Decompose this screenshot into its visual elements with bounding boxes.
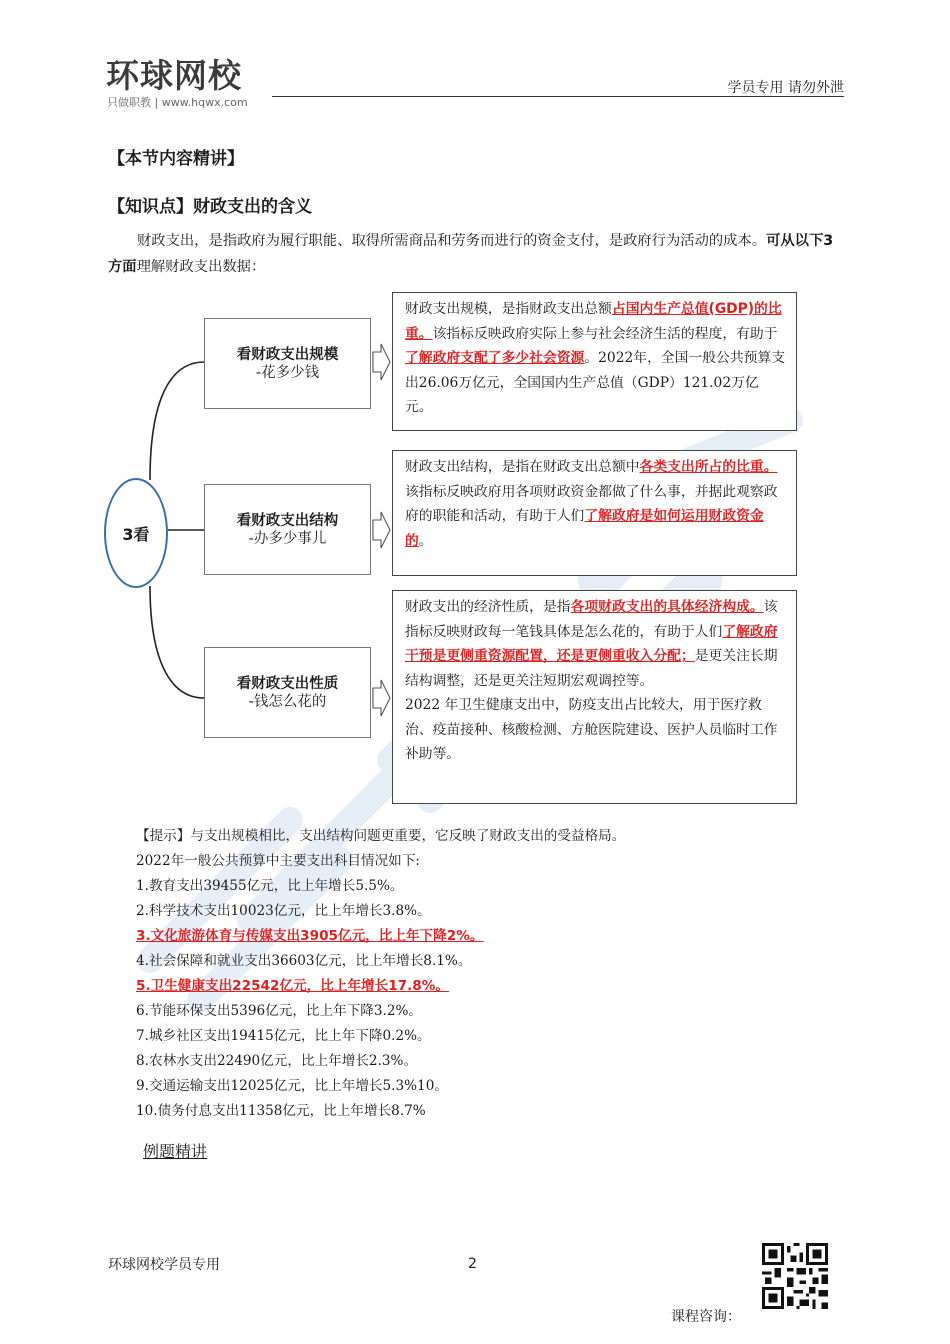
desc-text: 财政支出的经济性质，是指 <box>405 599 571 615</box>
category-title: 看财政支出结构 <box>236 512 339 529</box>
list-item: 6.节能环保支出5396亿元，比上年下降3.2%。 <box>136 1003 423 1019</box>
footer-label: 环球网校学员专用 <box>108 1257 220 1273</box>
description-scale <box>392 292 797 431</box>
desc-highlight: 了解政府是如何运用财政资金的 <box>405 508 764 549</box>
desc-highlight: 了解政府支配了多少社会资源 <box>405 350 585 366</box>
list-item: 10.债务付息支出11358亿元，比上年增长8.7% <box>136 1103 426 1119</box>
list-item: 8.农林水支出22490亿元，比上年增长2.3%。 <box>136 1053 418 1069</box>
header-notice: 学员专用 请勿外泄 <box>727 80 844 96</box>
consult-label: 课程咨询： <box>671 1309 741 1325</box>
desc-text: 该指标反映政府用各项财政资金都做了什么事，并据此观察政府的职能和活动，有助于人们 <box>405 483 778 524</box>
desc-text: 该指标反映政府实际上参与社会经济生活的程度，有助于 <box>432 325 778 342</box>
section-title: 【本节内容精讲】 <box>108 149 244 169</box>
category-structure <box>204 484 371 575</box>
category-title: 看财政支出性质 <box>236 675 339 692</box>
desc-highlight: 占国内生产总值(GDP)的比重。 <box>405 301 782 342</box>
intro-bold: 可从以下3方面 <box>108 233 834 275</box>
knowledge-point-title: 【知识点】财政支出的含义 <box>108 197 312 217</box>
desc-text: 是更关注长期结构调整，还是更关注短期宏观调控等。 <box>405 648 778 689</box>
logo-slogan: 只做职教 | www.hqwx.com <box>107 96 248 109</box>
list-intro: 2022年一般公共预算中主要支出科目情况如下: <box>136 853 420 869</box>
list-item: 1.教育支出39455亿元，比上年增长5.5%。 <box>136 878 404 894</box>
example-title: 例题精讲 <box>143 1142 208 1161</box>
desc-text: 2022 年卫生健康支出中，防疫支出占比较大，用于医疗救治、疫苗接种、核酸检测、方舱医院建设、医护人员临时工作补助等。 <box>405 697 778 762</box>
desc-text: 财政支出结构，是指在财政支出总额中 <box>405 459 640 475</box>
category-nature <box>204 647 371 738</box>
desc-text: 。2022年，全国一般公共预算支出26.06万亿元，全国国内生产总值（GDP）121.02万亿元。 <box>405 350 786 415</box>
list-item-highlight: 3.文化旅游体育与传媒支出3905亿元，比上年下降2%。 <box>136 928 484 944</box>
qr-code-icon[interactable] <box>762 1243 828 1309</box>
list-item: 7.城乡社区支出19415亿元，比上年下降0.2%。 <box>136 1028 431 1044</box>
description-nature <box>392 590 797 804</box>
desc-highlight: 各类支出所占的比重。 <box>639 459 778 475</box>
description-structure <box>392 450 797 576</box>
desc-text: 。 <box>418 532 433 549</box>
desc-text: 财政支出规模，是指财政支出总额 <box>405 301 612 317</box>
intro-text: 财政支出，是指政府为履行职能、取得所需商品和劳务而进行的资金支付，是政府行为活动的成本。 <box>137 233 767 249</box>
list-item: 4.社会保障和就业支出36603亿元，比上年增长8.1%。 <box>136 953 472 969</box>
category-scale <box>204 318 371 409</box>
mindmap-center: 3看 <box>104 478 168 588</box>
logo-text: 环球网校 <box>106 56 242 95</box>
list-item: 9.交通运输支出12025亿元，比上年增长5.3%10。 <box>136 1078 448 1094</box>
list-item-highlight: 5.卫生健康支出22542亿元，比上年增长17.8%。 <box>136 978 449 994</box>
desc-highlight: 了解政府干预是更侧重资源配置，还是更侧重收入分配； <box>405 623 778 664</box>
category-sub: -花多少钱 <box>255 364 320 381</box>
list-item: 2.科学技术支出10023亿元，比上年增长3.8%。 <box>136 903 431 919</box>
page-number: 2 <box>468 1256 477 1272</box>
intro-tail: 理解财政支出数据： <box>136 259 266 275</box>
desc-highlight: 各项财政支出的具体经济构成。 <box>570 599 764 615</box>
category-title: 看财政支出规模 <box>236 346 339 363</box>
spending-list <box>136 824 856 1124</box>
category-sub: -钱怎么花的 <box>248 693 327 710</box>
tip-text: 【提示】与支出规模相比，支出结构问题更重要，它反映了财政支出的受益格局。 <box>136 828 626 844</box>
desc-text: 该指标反映财政每一笔钱具体是怎么花的，有助于人们 <box>405 599 778 640</box>
category-sub: -办多少事儿 <box>248 530 327 547</box>
